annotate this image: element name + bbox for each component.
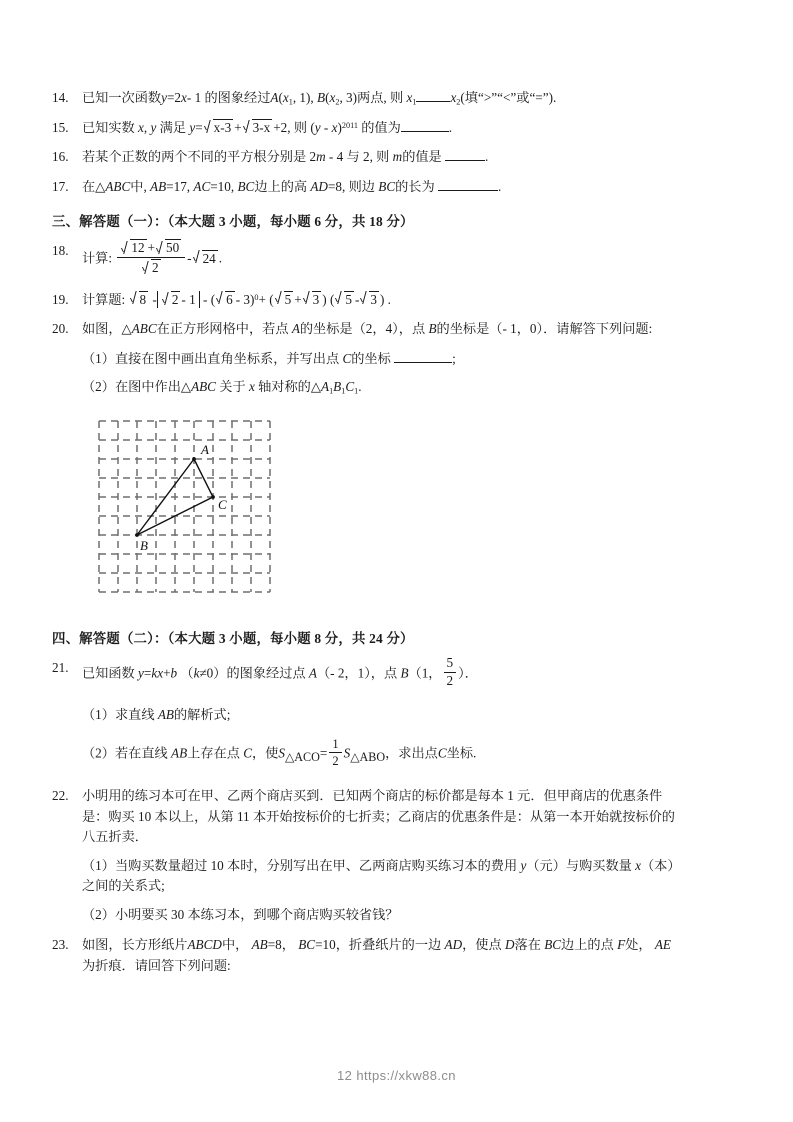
q21-text-1: 已知函数	[82, 665, 135, 681]
q14-answer-blank[interactable]	[416, 101, 450, 102]
q17-seg-bc: BC	[237, 178, 255, 194]
question-20-part-2-body	[82, 377, 752, 398]
q20-p1-text-2: 的坐标	[351, 350, 391, 366]
question-17-body	[82, 177, 752, 197]
figure-label-b: B	[140, 538, 148, 554]
question-20-number: 20.	[52, 321, 69, 337]
q21-area-s1: S	[278, 745, 285, 761]
q21-p1-text: （1）求直线	[82, 706, 155, 722]
figure-label-a: A	[201, 442, 209, 458]
q23-point-f: F	[617, 937, 626, 953]
q17-triangle-abc: ABC	[105, 178, 131, 194]
q15-var-y3: y	[314, 119, 321, 135]
q18-minus: -	[187, 250, 192, 266]
q19-abs-tail: - 1	[181, 291, 196, 307]
q21-p2-text-5: 坐标.	[446, 745, 477, 761]
q23-line-2: 为折痕．请回答下列问题:	[82, 957, 231, 973]
q21-frac-numerator: 5	[444, 656, 457, 673]
q19-exponent-zero: 0	[254, 292, 259, 302]
q14-x2: x	[450, 90, 457, 105]
q18-radical-50	[156, 239, 181, 256]
q14-eq: =2	[166, 90, 182, 105]
question-19-body	[82, 290, 752, 310]
q17-seg-ac: AC	[193, 178, 211, 194]
q22-p1-text-1: （1）当购买数量超过 10 本时，分别写出在甲、乙两商店购买练习本的费用	[82, 857, 518, 873]
q21-area-s2-sub: △ABO	[350, 750, 386, 765]
q22-p1-text-4: 之间的关系式;	[82, 878, 165, 894]
question-18	[52, 241, 752, 278]
q14-b-coords: , 3)	[339, 90, 358, 105]
q14-x1-sub: 1	[412, 97, 417, 107]
q18-denominator	[117, 258, 185, 276]
q17-text-2: 中,	[130, 178, 147, 194]
q20-p2-text: （2）在图中作出△	[82, 379, 192, 395]
q15-period: .	[448, 119, 453, 135]
q18-radicand-50: 50	[165, 240, 180, 256]
q19-minus-1: -	[152, 291, 157, 307]
q19-radical-8	[130, 290, 149, 310]
q21-half-denominator: 2	[332, 754, 339, 769]
q19-radical-3a	[303, 290, 322, 310]
question-21	[52, 655, 752, 691]
q15-text-4: 的值为	[361, 119, 401, 135]
question-22-part-2	[52, 905, 752, 925]
question-23	[52, 935, 752, 955]
question-16-number: 16.	[52, 149, 69, 165]
q20-p2-text-3: 轴对称的△	[258, 379, 322, 395]
q15-paren-close: )	[337, 119, 342, 135]
q19-label: 计算题:	[82, 291, 126, 307]
q17-val-ab: =17,	[166, 178, 191, 194]
q20-text-1: 如图，△	[82, 321, 132, 337]
question-14-body	[82, 88, 752, 109]
q20-p2-b1-sub: 1	[341, 386, 346, 396]
q23-point-d: D	[504, 937, 515, 953]
q21-p2-text-2: 上存在点	[187, 745, 240, 761]
q15-var-y2: y	[189, 119, 196, 135]
q21-var-b: b	[170, 665, 178, 681]
q22-line-3: 八五折卖．	[82, 829, 148, 845]
q15-answer-blank[interactable]	[401, 131, 449, 132]
q20-p1-point-c: C	[342, 350, 352, 366]
q23-text-5: 边上的点	[561, 937, 614, 953]
vertex-b-dot	[135, 533, 139, 537]
q14-paren-1: (	[278, 90, 283, 105]
q20-triangle-abc: ABC	[131, 321, 157, 337]
q19-plus-1: + (	[258, 291, 274, 307]
q19-radical-6	[216, 290, 235, 310]
question-21-part-1	[52, 705, 752, 725]
q20-p2-a1: A	[321, 379, 330, 395]
q17-seg-ab: AB	[150, 178, 167, 194]
q17-seg-bc2: BC	[378, 178, 396, 194]
q20-text-2: 在正方形网格中，若点	[156, 321, 289, 337]
question-18-body	[82, 241, 752, 278]
question-14	[52, 88, 752, 109]
q19-plus-2: +	[294, 291, 302, 307]
q17-seg-ad: AD	[310, 178, 328, 194]
q21-fraction-half	[329, 737, 341, 768]
q20-p2-c1-sub: 1	[354, 386, 359, 396]
q20-p2-end: .	[358, 379, 362, 395]
q21-p2-text-3: ，使	[251, 745, 279, 761]
q20-point-b: B	[428, 321, 437, 337]
q14-a-sub-var: x	[282, 90, 289, 105]
q18-plus: +	[147, 240, 155, 256]
q19-radicand-5b: 5	[345, 291, 352, 307]
q21-p2-text-4: ，求出点	[385, 745, 438, 761]
q17-text-1: 在△	[82, 178, 106, 194]
q23-seg-ad: AD	[444, 937, 463, 953]
q15-var-x3: x	[331, 119, 338, 135]
q14-point-b: B	[317, 90, 326, 105]
q21-p1-line-ab: AB	[157, 706, 174, 722]
q21-p2-line-ab: AB	[171, 745, 188, 761]
q18-radicand-2: 2	[151, 260, 159, 276]
question-18-number: 18.	[52, 243, 69, 259]
q19-minus-3: -	[354, 291, 360, 307]
q21-text-5: ）．	[458, 665, 478, 681]
question-23-body	[82, 935, 752, 955]
figure-container	[52, 406, 752, 618]
q23-text-3: ，使点	[462, 937, 502, 953]
question-22-body	[82, 786, 752, 806]
q21-area-s1-sub: △ACO	[284, 750, 320, 765]
q19-radical-3b	[360, 290, 379, 310]
q21-paren-open: （	[180, 665, 194, 681]
q14-b-sub-idx: 2	[335, 97, 340, 107]
q15-eq: =	[195, 119, 203, 135]
q15-radicand-1: x-3	[213, 119, 232, 135]
q21-eq-2: =	[319, 745, 328, 761]
q22-p1-var-y: y	[520, 857, 527, 873]
q15-minus: -	[323, 119, 329, 135]
q14-text-4: (填“>”“<”或“=”).	[460, 90, 557, 105]
q21-p2-point-c2: C	[437, 745, 447, 761]
q21-area-s2: S	[343, 745, 351, 761]
q20-p2-c1: C	[345, 379, 355, 395]
figure-label-c: C	[218, 497, 227, 513]
q19-radicand-3a: 3	[312, 291, 320, 307]
question-20-part-1	[52, 349, 752, 369]
q23-text-6: 处，	[625, 937, 652, 953]
question-16-body	[82, 147, 752, 167]
question-21-part-2	[52, 739, 752, 770]
q21-frac-denominator: 2	[446, 673, 454, 689]
q14-a-sub-idx: 1	[288, 97, 293, 107]
q19-tail-1: - 3)	[235, 291, 255, 307]
question-22-line-2	[52, 807, 752, 827]
q23-seg-bc: BC	[298, 937, 316, 953]
q23-seg-bc2: BC	[544, 937, 562, 953]
q16-text-3: 的值是	[402, 149, 442, 165]
q19-radicand-8: 8	[139, 291, 147, 307]
question-17	[52, 177, 752, 197]
question-22	[52, 786, 752, 806]
question-21-part-2-body	[82, 739, 752, 770]
q23-seg-ae: AE	[654, 937, 671, 953]
question-15-body	[82, 118, 752, 138]
q21-var-k2: k	[193, 665, 200, 681]
q20-p2-text-2: 关于	[219, 379, 246, 395]
q18-fraction	[117, 239, 185, 276]
q21-text-4: （1，	[408, 665, 442, 681]
q17-val-ad: =8, 则边	[327, 178, 375, 194]
question-15-number: 15.	[52, 119, 69, 135]
q14-text-3: 两点, 则	[357, 90, 404, 105]
q14-x1: x	[406, 90, 413, 105]
q15-plus: +	[234, 119, 242, 135]
q15-text-1: 已知实数	[82, 119, 135, 135]
q18-radicand-12: 12	[131, 240, 145, 256]
q20-p2-b1: B	[333, 379, 342, 395]
q18-numerator	[117, 239, 185, 258]
q23-text-2: 中，	[221, 937, 249, 953]
q22-p1-text-3: （本）	[641, 857, 681, 873]
q17-period: .	[497, 178, 502, 194]
q17-answer-blank[interactable]	[438, 190, 498, 191]
q17-text-3: 边上的高	[254, 178, 308, 194]
question-14-number: 14.	[52, 90, 69, 105]
q21-plus: +	[163, 665, 171, 681]
q22-line-1: 小明用的练习本可在甲、乙两个商店买到．已知两个商店的标价都是每本 1 元．但甲商店的优惠条件	[82, 788, 663, 804]
q21-p2-point-c: C	[243, 745, 252, 761]
section-3-heading: 三、解答题（一）：（本大题 3 小题，每小题 6 分，共 18 分）	[52, 214, 414, 230]
q15-text-2: 满足	[159, 119, 187, 135]
question-19	[52, 290, 752, 310]
question-17-number: 17.	[52, 178, 69, 194]
q23-val-ab: =8，	[267, 937, 295, 953]
q19-radicand-5a: 5	[284, 291, 292, 307]
q21-point-b: B	[400, 665, 409, 681]
q17-text-4: 的长为	[395, 178, 435, 194]
q20-p2-abc: ABC	[191, 379, 216, 395]
q21-p2-text: （2）若在直线	[82, 745, 168, 761]
q14-text-1: 已知一次函数	[82, 90, 162, 105]
q19-minus-2: - (	[203, 291, 216, 307]
q14-paren-2: (	[325, 90, 330, 105]
q14-point-a: A	[270, 90, 279, 105]
q14-text-2: - 1 的图象经过	[186, 90, 271, 105]
q16-text-1: 若某个正数的两个不同的平方根分别是 2	[82, 149, 317, 165]
question-16	[52, 147, 752, 167]
q23-seg-ab: AB	[251, 937, 268, 953]
q19-tail-2: ) .	[379, 291, 391, 307]
question-20-part-2	[52, 377, 752, 398]
q19-radicand-6: 6	[226, 291, 233, 307]
q21-var-k: k	[151, 665, 158, 681]
q15-radical-1	[204, 118, 234, 138]
q20-text-4: 的坐标是（- 1，0）．请解答下列问题:	[436, 321, 653, 337]
q22-p1-var-x: x	[635, 857, 641, 873]
q16-var-m2: m	[392, 149, 403, 165]
question-23-line-2	[52, 956, 752, 976]
q15-var-y: y	[150, 119, 157, 135]
q21-var-x: x	[157, 665, 164, 681]
q21-text-3: （- 2，1），点	[316, 665, 398, 681]
section-4-heading: 四、解答题（二）：（本大题 3 小题，每小题 8 分，共 24 分）	[52, 631, 414, 647]
q20-point-a: A	[291, 321, 300, 337]
q16-var-m1: m	[316, 149, 326, 165]
q19-radical-5b	[335, 290, 354, 310]
q22-line-2: 是：购买 10 本以上，从第 11 本开始按标价的七折卖；乙商店的优惠条件是：从第一本开始就按标价的	[82, 808, 675, 824]
q17-val-ac: =10,	[210, 178, 235, 194]
q21-point-a: A	[308, 665, 317, 681]
question-22-number: 22.	[52, 788, 69, 804]
question-19-number: 19.	[52, 291, 69, 307]
question-22-part-1-body	[82, 856, 752, 876]
q15-radicand-2: 3-x	[252, 119, 271, 135]
question-21-body	[82, 655, 752, 691]
q15-radical-2	[243, 118, 273, 138]
vertex-a-dot	[192, 457, 196, 461]
q20-p1-text: （1）直接在图中画出直角坐标系，并写出点	[82, 350, 340, 366]
q19-radicand-3b: 3	[370, 291, 377, 307]
question-23-number: 23.	[52, 937, 69, 953]
q19-radical-2	[162, 291, 181, 308]
question-20-body	[82, 319, 752, 339]
question-15	[52, 118, 752, 138]
q18-period: .	[218, 250, 223, 266]
question-22-part-1	[52, 856, 752, 876]
q23-text-4: 落在	[514, 937, 541, 953]
q20-p1-end: ;	[452, 350, 456, 366]
q21-text-2: ≠0）的图象经过点	[199, 665, 306, 681]
q22-p1-text-2: （元）与购买数量	[526, 857, 632, 873]
question-22-line-3	[52, 827, 752, 847]
q19-radical-5a	[275, 290, 294, 310]
q14-var-x: x	[181, 90, 187, 105]
q22-p2-text: （2）小明要买 30 本练习本，到哪个商店购买较省钱？	[82, 906, 399, 922]
square-grid-triangle-abc	[84, 406, 290, 612]
q23-val-bc: =10，折叠纸片的一边	[315, 937, 442, 953]
page-content	[52, 88, 752, 984]
q14-b-sub-var: x	[329, 90, 336, 105]
q14-comma: ,	[310, 90, 314, 105]
q21-p1-text-2: 的解析式;	[173, 706, 231, 722]
q16-period: .	[485, 149, 489, 165]
q23-text-1: 如图，长方形纸片	[82, 937, 188, 953]
question-21-part-1-body	[82, 705, 752, 725]
q21-half-numerator: 1	[329, 737, 341, 753]
q14-x2-sub: 2	[456, 97, 461, 107]
q20-p1-answer-blank[interactable]	[394, 362, 452, 363]
vertex-c-dot	[211, 495, 215, 499]
q19-radicand-2: 2	[171, 291, 179, 307]
q15-text-3: +2, 则 (	[273, 119, 315, 135]
q18-radical-24	[193, 249, 218, 269]
q16-text-2: - 4 与 2, 则	[328, 149, 390, 165]
q20-p2-var-x: x	[248, 379, 255, 395]
q20-text-3: 的坐标是（2，4），点	[299, 321, 426, 337]
page-footer: 12 https://xkw88.cn	[337, 1068, 456, 1083]
question-21-number: 21.	[52, 660, 69, 676]
q21-fraction-five-halves	[444, 656, 457, 689]
q19-mid: ) (	[322, 291, 335, 307]
q21-var-y: y	[138, 665, 144, 681]
q14-var-y: y	[161, 90, 167, 105]
question-20	[52, 319, 752, 339]
q18-radical-12	[121, 239, 146, 256]
q15-var-x: x	[138, 119, 144, 135]
q23-rect-abcd: ABCD	[187, 937, 222, 953]
question-20-part-1-body	[82, 349, 752, 369]
q20-p2-a1-sub: 1	[329, 386, 334, 396]
q18-radicand-24: 24	[202, 250, 216, 266]
q21-eq: =	[143, 665, 152, 681]
q16-answer-blank[interactable]	[445, 160, 485, 161]
q19-absolute-value	[157, 291, 200, 308]
q18-label: 计算:	[82, 250, 113, 266]
q18-radical-2	[142, 259, 161, 276]
q15-exponent: 2011	[341, 120, 358, 130]
question-22-part-1-cont	[52, 876, 752, 896]
q15-comma: ,	[143, 119, 148, 135]
q14-a-coords: , 1)	[292, 90, 311, 105]
